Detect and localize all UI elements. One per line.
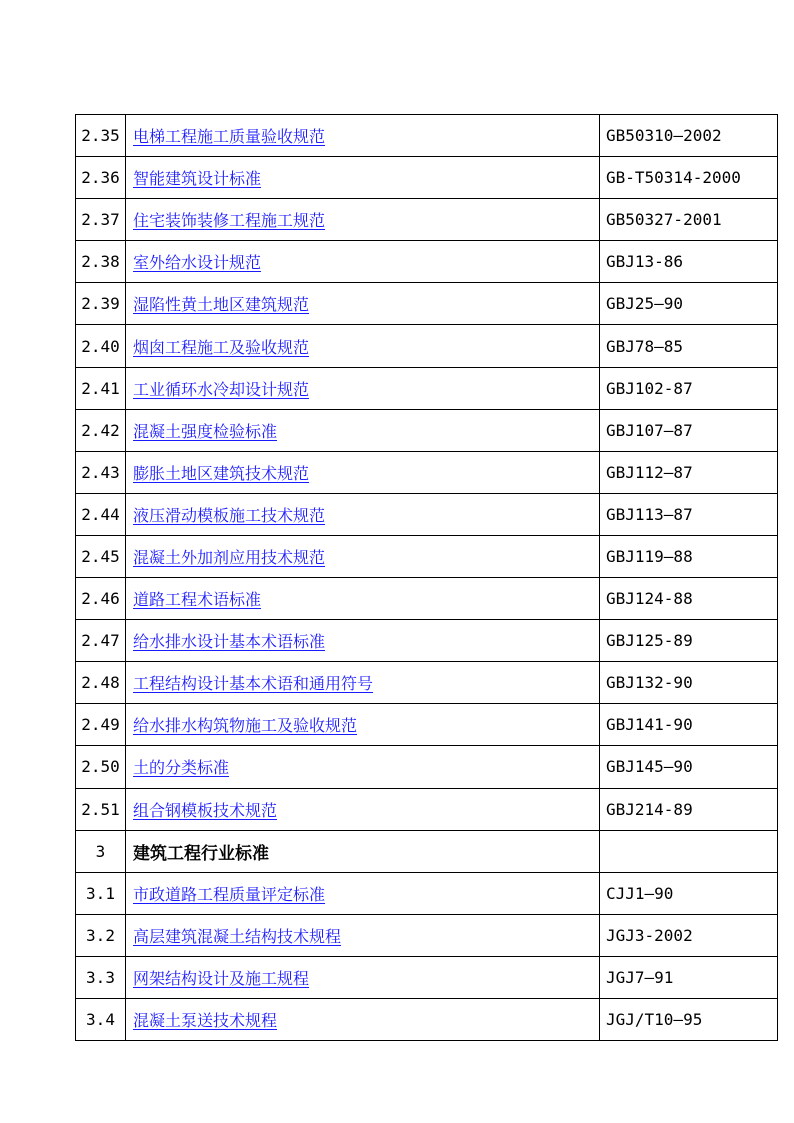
standard-code: GBJ113—87: [600, 493, 778, 535]
table-row: [76, 872, 778, 914]
standard-code: GB-T50314-2000: [600, 157, 778, 199]
section-header-row: [76, 830, 778, 872]
standard-name-link[interactable]: 住宅装饰装修工程施工规范: [133, 211, 326, 231]
row-number: 2.38: [76, 241, 126, 283]
standard-code: GBJ119—88: [600, 535, 778, 577]
row-number: 3.4: [76, 998, 126, 1040]
standard-name-cell: [126, 367, 600, 409]
row-number: 2.49: [76, 704, 126, 746]
standard-name-cell: [126, 746, 600, 788]
standard-name-link[interactable]: 网架结构设计及施工规程: [133, 968, 310, 988]
standard-name-cell: [126, 578, 600, 620]
table-row: [76, 998, 778, 1040]
table-row: [76, 199, 778, 241]
table-row: [76, 493, 778, 535]
standard-code: GBJ25—90: [600, 283, 778, 325]
standard-name-link[interactable]: 土的分类标准: [133, 758, 230, 778]
table-row: [76, 157, 778, 199]
section-number: 3: [76, 830, 126, 872]
standard-code: CJJ1—90: [600, 872, 778, 914]
table-row: [76, 662, 778, 704]
standard-name-link[interactable]: 高层建筑混凝土结构技术规程: [133, 926, 342, 946]
standard-name-link[interactable]: 电梯工程施工质量验收规范: [133, 127, 326, 147]
standard-name-link[interactable]: 室外给水设计规范: [133, 253, 262, 273]
standard-name-link[interactable]: 混凝土泵送技术规程: [133, 1011, 278, 1031]
row-number: 2.48: [76, 662, 126, 704]
row-number: 2.40: [76, 325, 126, 367]
standard-name-cell: [126, 788, 600, 830]
standard-code: GBJ214-89: [600, 788, 778, 830]
standard-name-link[interactable]: 给水排水设计基本术语标准: [133, 632, 326, 652]
standard-code: GBJ112—87: [600, 451, 778, 493]
standard-name-cell: [126, 115, 600, 157]
standard-name-cell: [126, 325, 600, 367]
row-number: 2.46: [76, 578, 126, 620]
standard-name-cell: [126, 704, 600, 746]
standard-name-link[interactable]: 智能建筑设计标准: [133, 169, 262, 189]
row-number: 2.47: [76, 620, 126, 662]
table-row: [76, 746, 778, 788]
standard-code: GBJ78—85: [600, 325, 778, 367]
table-row: [76, 620, 778, 662]
standard-name-link[interactable]: 混凝土外加剂应用技术规范: [133, 547, 326, 567]
standard-code: GBJ141-90: [600, 704, 778, 746]
row-number: 2.44: [76, 493, 126, 535]
row-number: 2.42: [76, 409, 126, 451]
standard-name-link[interactable]: 市政道路工程质量评定标准: [133, 884, 326, 904]
row-number: 2.50: [76, 746, 126, 788]
row-number: 2.37: [76, 199, 126, 241]
table-row: [76, 914, 778, 956]
standard-name-link[interactable]: 给水排水构筑物施工及验收规范: [133, 716, 358, 736]
standard-code: GBJ13-86: [600, 241, 778, 283]
standard-name-link[interactable]: 混凝土强度检验标准: [133, 421, 278, 441]
standard-code: GBJ102-87: [600, 367, 778, 409]
standard-name-link[interactable]: 道路工程术语标准: [133, 590, 262, 610]
row-number: 3.1: [76, 872, 126, 914]
standard-name-cell: [126, 283, 600, 325]
standard-code: GBJ132-90: [600, 662, 778, 704]
table-row: [76, 704, 778, 746]
standard-name-cell: [126, 956, 600, 998]
standard-name-link[interactable]: 液压滑动模板施工技术规范: [133, 505, 326, 525]
standard-name-cell: [126, 241, 600, 283]
standard-code: GBJ125-89: [600, 620, 778, 662]
row-number: 2.45: [76, 535, 126, 577]
standard-code: JGJ/T10—95: [600, 998, 778, 1040]
standard-name-link[interactable]: 工业循环水冷却设计规范: [133, 379, 310, 399]
row-number: 2.36: [76, 157, 126, 199]
row-number: 2.51: [76, 788, 126, 830]
table-row: [76, 367, 778, 409]
table-row: [76, 283, 778, 325]
standards-table: [75, 114, 778, 1041]
table-row: [76, 535, 778, 577]
standard-code: GB50310—2002: [600, 115, 778, 157]
standard-code: GB50327-2001: [600, 199, 778, 241]
standard-name-link[interactable]: 烟囱工程施工及验收规范: [133, 337, 310, 357]
section-title-cell: [126, 830, 600, 872]
standard-name-cell: [126, 493, 600, 535]
table-row: [76, 241, 778, 283]
standard-name-cell: [126, 157, 600, 199]
row-number: 3.3: [76, 956, 126, 998]
row-number: 2.43: [76, 451, 126, 493]
standard-name-cell: [126, 620, 600, 662]
table-row: [76, 115, 778, 157]
standard-name-link[interactable]: 膨胀土地区建筑技术规范: [133, 463, 310, 483]
standard-name-cell: [126, 409, 600, 451]
standard-name-cell: [126, 998, 600, 1040]
table-row: [76, 451, 778, 493]
table-row: [76, 788, 778, 830]
table-row: [76, 325, 778, 367]
table-row: [76, 409, 778, 451]
standard-name-cell: [126, 199, 600, 241]
standard-name-cell: [126, 872, 600, 914]
standard-name-cell: [126, 662, 600, 704]
section-title: 建筑工程行业标准: [133, 843, 269, 864]
row-number: 2.41: [76, 367, 126, 409]
standard-name-link[interactable]: 工程结构设计基本术语和通用符号: [133, 674, 374, 694]
standard-name-link[interactable]: 湿陷性黄土地区建筑规范: [133, 295, 310, 315]
table-row: [76, 956, 778, 998]
standard-name-cell: [126, 535, 600, 577]
row-number: 3.2: [76, 914, 126, 956]
standards-table-body: [76, 115, 778, 1041]
standard-name-cell: [126, 451, 600, 493]
standard-name-link[interactable]: 组合钢模板技术规范: [133, 800, 278, 820]
section-code: [600, 830, 778, 872]
row-number: 2.39: [76, 283, 126, 325]
row-number: 2.35: [76, 115, 126, 157]
standard-code: GBJ107—87: [600, 409, 778, 451]
standard-code: JGJ7—91: [600, 956, 778, 998]
standard-code: GBJ124-88: [600, 578, 778, 620]
standard-name-cell: [126, 914, 600, 956]
standard-code: GBJ145—90: [600, 746, 778, 788]
standard-code: JGJ3-2002: [600, 914, 778, 956]
table-row: [76, 578, 778, 620]
